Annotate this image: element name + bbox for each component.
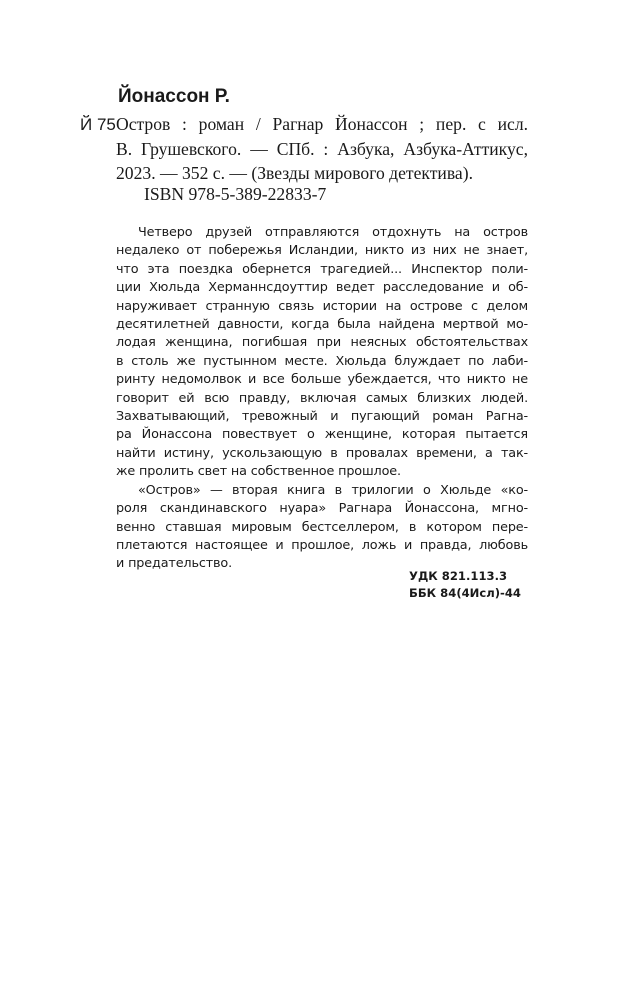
annotation-line: наруживает странную связь истории на острове с делом <box>116 298 528 314</box>
annotation-line: недалеко от побережья Исландии, никто из них не знает, <box>116 243 528 259</box>
annotation-line: венно ставшая мировым бестселлером, в котором пере- <box>116 519 528 535</box>
annotation-line: найти истину, ускользающую в провалах времени, а так- <box>116 445 528 461</box>
biblio-line: 2023. — 352 с. — (Звезды мирового детектива). <box>116 163 473 183</box>
classification-codes <box>409 568 521 602</box>
annotation-line: Захватывающий, тревожный и пугающий роман Рагна- <box>116 409 528 425</box>
isbn: ISBN 978-5-389-22833-7 <box>144 184 327 204</box>
annotation-line: что эта поездка обернется трагедией... Инспектор поли- <box>116 261 528 277</box>
annotation-line: же пролить свет на собственное прошлое. <box>116 464 401 480</box>
annotation-line: лодая женщина, погибшая при неясных обстоятельствах <box>116 335 528 351</box>
biblio-line: Остров : роман / Рагнар Йонассон ; пер. с исл. <box>116 114 528 134</box>
annotation-line: «Остров» — вторая книга в трилогии о Хюльде «ко- <box>138 482 528 498</box>
annotation-line: плетаются настоящее и прошлое, ложь и правда, любовь <box>116 537 528 553</box>
biblio-line: В. Грушевского. — СПб. : Азбука, Азбука-Аттикус, <box>116 138 528 159</box>
annotation-line: десятилетней давности, когда была найдена мертвой мо- <box>116 317 528 333</box>
bibliographic-description <box>116 112 528 186</box>
annotation-line: Четверо друзей отправляются отдохнуть на остров <box>138 225 528 240</box>
annotation <box>116 224 528 574</box>
author-heading: Йонассон Р. <box>118 86 230 107</box>
annotation-line: ра Йонассона повествует о женщине, которая пытается <box>116 427 528 443</box>
annotation-line: и предательство. <box>116 556 233 572</box>
bbk-code: ББК 84(4Исл)-44 <box>409 586 521 600</box>
annotation-line: в столь же пустынном месте. Хюльда блуждает по лаби- <box>116 353 528 369</box>
annotation-line: ринту недомолвок и все больше убеждается, что никто не <box>116 372 528 388</box>
udk-code: УДК 821.113.3 <box>409 569 508 583</box>
annotation-line: роля скандинавского нуара» Рагнара Йонассона, мгно- <box>116 501 528 517</box>
annotation-line: говорит ей всю правду, включая самых близких людей. <box>116 390 528 406</box>
annotation-line: ции Хюльда Херманнсдоуттир ведет расследование и об- <box>116 280 528 296</box>
author-cipher: Й 75 <box>80 115 116 134</box>
